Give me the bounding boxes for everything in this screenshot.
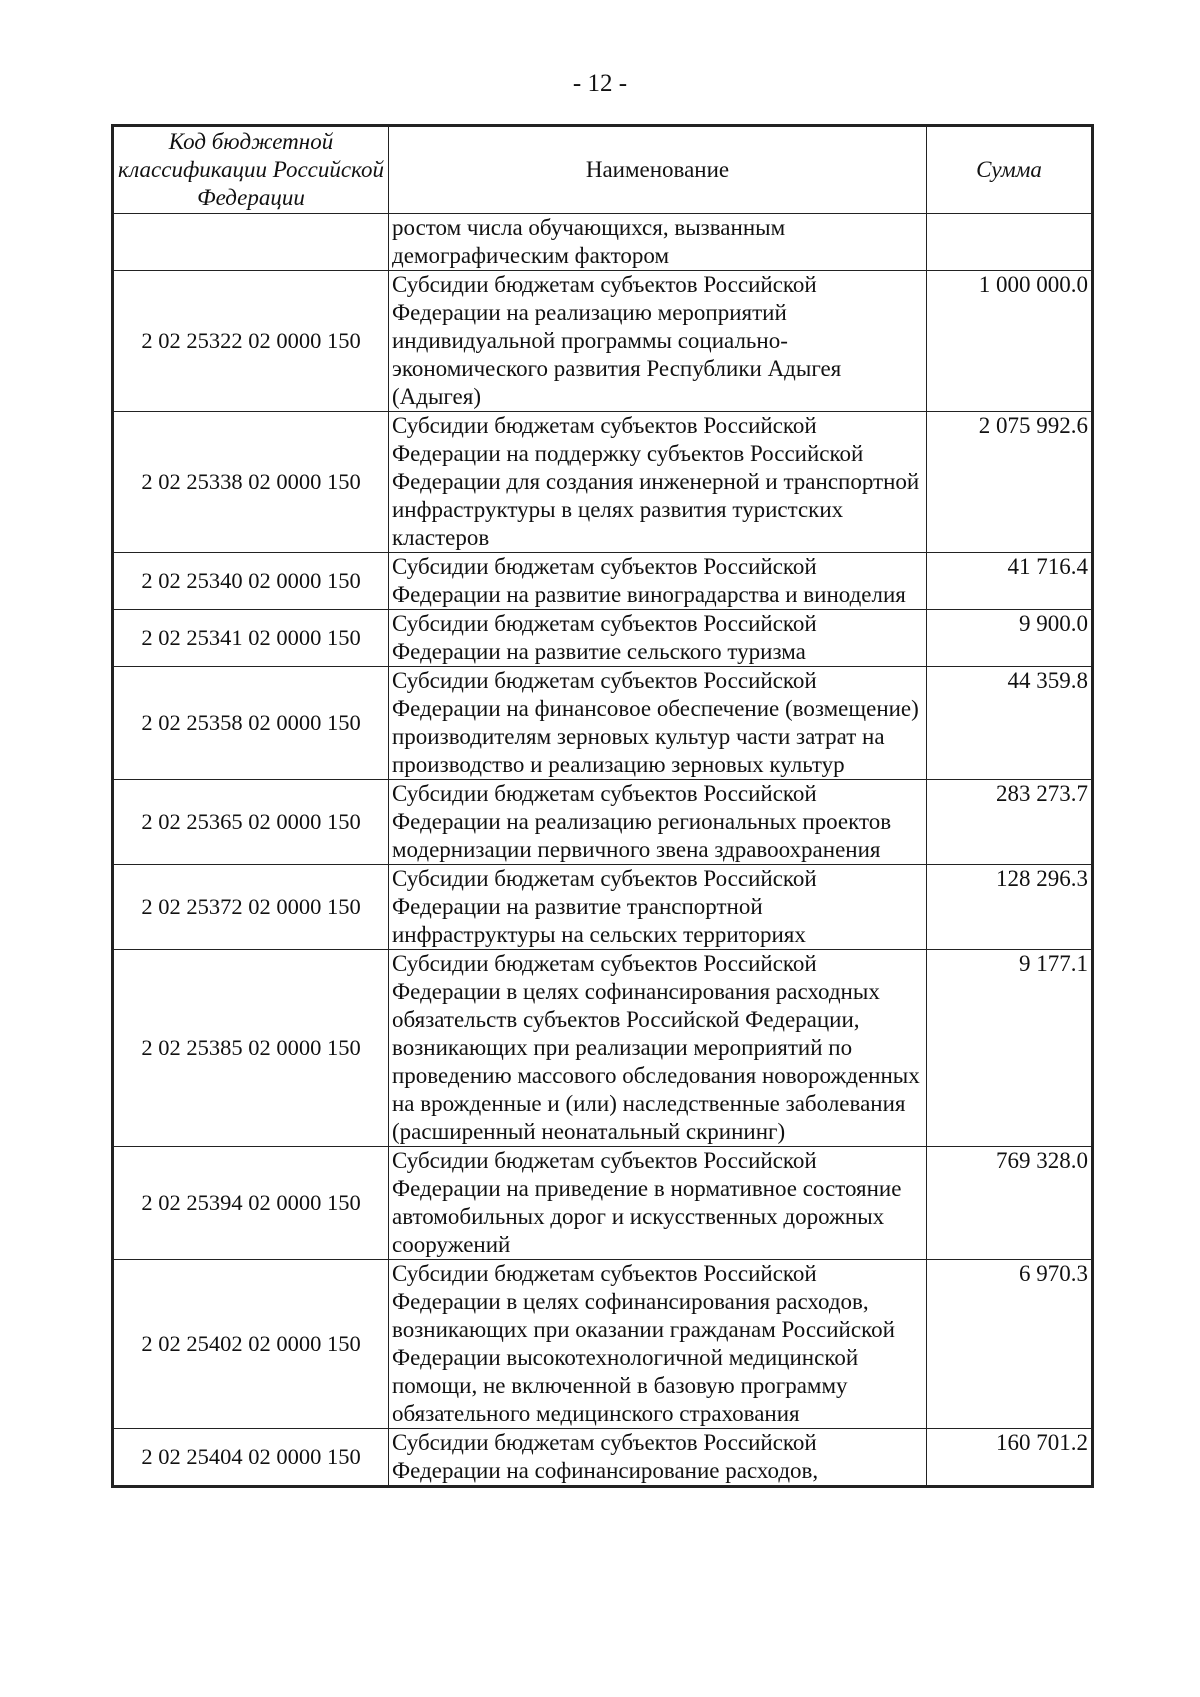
row-sum: 2 075 992.6 — [927, 412, 1093, 553]
row-code: 2 02 25322 02 0000 150 — [113, 271, 389, 412]
row-name: Субсидии бюджетам субъектов Российской Федерации на развитие виноградарства и виноделия — [389, 553, 927, 610]
row-name: Субсидии бюджетам субъектов Российской Федерации на развитие транспортной инфраструктуры на сельских территориях — [389, 865, 927, 950]
row-code: 2 02 25365 02 0000 150 — [113, 780, 389, 865]
header-name: Наименование — [389, 126, 927, 214]
row-code: 2 02 25340 02 0000 150 — [113, 553, 389, 610]
row-sum: 6 970.3 — [927, 1260, 1093, 1429]
page-number: - 12 - — [572, 70, 628, 97]
table-row — [113, 412, 1093, 553]
table-row — [113, 1147, 1093, 1260]
row-code: 2 02 25341 02 0000 150 — [113, 610, 389, 667]
row-name: Субсидии бюджетам субъектов Российской Федерации на финансовое обеспечение (возмещение) производителям зерновых культур части затрат на производство и реализацию зерновых культур — [389, 667, 927, 780]
row-name: Субсидии бюджетам субъектов Российской Федерации на поддержку субъектов Российской Федерации для создания инженерной и транспортной инфраструктуры в целях развития туристских кластеров — [389, 412, 927, 553]
row-sum: 9 177.1 — [927, 950, 1093, 1147]
header-sum: Сумма — [927, 126, 1093, 214]
row-name: Субсидии бюджетам субъектов Российской Федерации в целях софинансирования расходов, возникающих при оказании гражданам Российской Федерации высокотехнологичной медицинской помощи, не включенной в базовую программу обязательного медицинского страхования — [389, 1260, 927, 1429]
row-sum — [927, 214, 1093, 271]
row-sum: 769 328.0 — [927, 1147, 1093, 1260]
row-sum: 41 716.4 — [927, 553, 1093, 610]
row-code: 2 02 25338 02 0000 150 — [113, 412, 389, 553]
table-row — [113, 667, 1093, 780]
row-sum: 9 900.0 — [927, 610, 1093, 667]
row-code: 2 02 25394 02 0000 150 — [113, 1147, 389, 1260]
table-row — [113, 950, 1093, 1147]
row-code: 2 02 25402 02 0000 150 — [113, 1260, 389, 1429]
table-header-row — [113, 126, 1093, 214]
table-row — [113, 865, 1093, 950]
row-code: 2 02 25404 02 0000 150 — [113, 1429, 389, 1487]
row-code — [113, 214, 389, 271]
row-code: 2 02 25358 02 0000 150 — [113, 667, 389, 780]
row-name: Субсидии бюджетам субъектов Российской Федерации на развитие сельского туризма — [389, 610, 927, 667]
row-name: Субсидии бюджетам субъектов Российской Федерации на реализацию региональных проектов модернизации первичного звена здравоохранения — [389, 780, 927, 865]
row-sum: 128 296.3 — [927, 865, 1093, 950]
table-row — [113, 780, 1093, 865]
table-row — [113, 553, 1093, 610]
row-name: ростом числа обучающихся, вызванным демографическим фактором — [389, 214, 927, 271]
row-sum: 283 273.7 — [927, 780, 1093, 865]
table-row — [113, 610, 1093, 667]
row-name: Субсидии бюджетам субъектов Российской Федерации на приведение в нормативное состояние автомобильных дорог и искусственных дорожных сооружений — [389, 1147, 927, 1260]
budget-table — [111, 124, 1094, 1488]
row-code: 2 02 25385 02 0000 150 — [113, 950, 389, 1147]
table-row — [113, 1260, 1093, 1429]
table-row — [113, 1429, 1093, 1487]
row-code: 2 02 25372 02 0000 150 — [113, 865, 389, 950]
row-name: Субсидии бюджетам субъектов Российской Федерации в целях софинансирования расходных обязательств субъектов Российской Федерации, возникающих при реализации мероприятий по проведению массового обследования новорожденных на врожденные и (или) наследственные заболевания (расширенный неонатальный скрининг) — [389, 950, 927, 1147]
row-sum: 44 359.8 — [927, 667, 1093, 780]
row-sum: 1 000 000.0 — [927, 271, 1093, 412]
row-name: Субсидии бюджетам субъектов Российской Федерации на реализацию мероприятий индивидуальной программы социально-экономического развития Республики Адыгея (Адыгея) — [389, 271, 927, 412]
table-row — [113, 214, 1093, 271]
table-row — [113, 271, 1093, 412]
header-code: Код бюджетной классификации Российской Федерации — [113, 126, 389, 214]
row-sum: 160 701.2 — [927, 1429, 1093, 1487]
row-name: Субсидии бюджетам субъектов Российской Федерации на софинансирование расходов, — [389, 1429, 927, 1487]
